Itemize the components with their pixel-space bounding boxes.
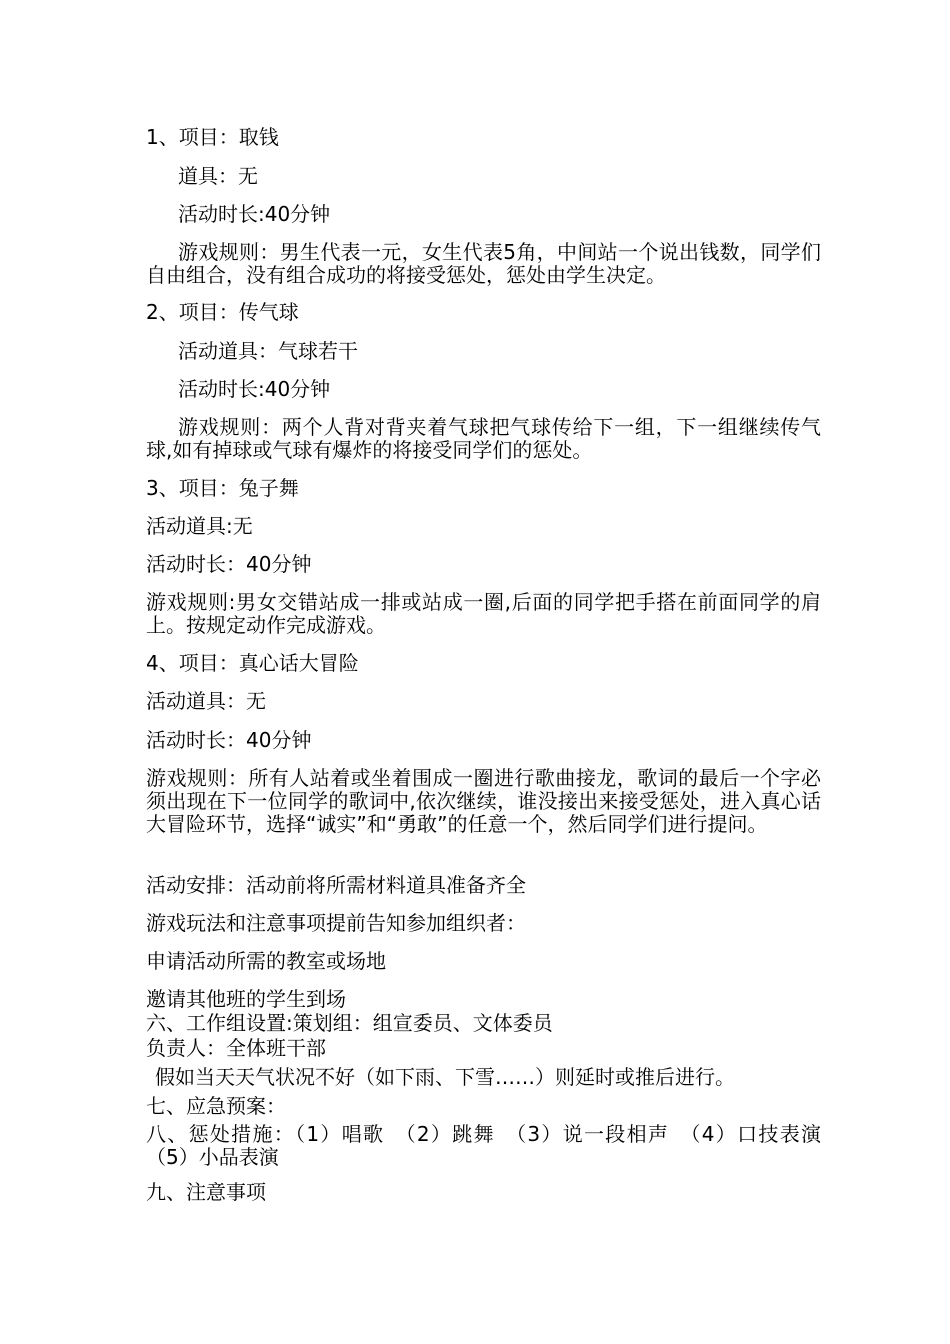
item3-props: 活动道具:无 — [146, 514, 253, 538]
section8-heading: 八、惩处措施：（1）唱歌 （2）跳舞 （3）说一段相声 （4）口技表演 （5）小品表演 — [146, 1122, 841, 1169]
item4-rules: 游戏规则：所有人站着或坐着围成一圈进行歌曲接龙，歌词的最后一个字必须出现在下一位同学的歌词中,依次继续，谁没接出来接受惩处，进入真心话大冒险环节，选择“诚实”和“勇敢”的任意一个，然后同学们进行提问。 — [146, 766, 821, 836]
item4-title: 4、项目：真心话大冒险 — [146, 651, 359, 675]
item2-title: 2、项目：传气球 — [146, 300, 299, 324]
weather-text: 假如当天天气状况不好（如下雨、下雪……）则延时或推后进行。 — [155, 1065, 735, 1089]
item1-rules: 游戏规则：男生代表一元，女生代表5角，中间站一个说出钱数，同学们自由组合，没有组合成功的将接受惩处，惩处由学生决定。 — [146, 240, 821, 287]
arrangement-text: 活动安排：活动前将所需材料道具准备齐全 — [146, 873, 526, 897]
item2-rules: 游戏规则：两个人背对背夹着气球把气球传给下一组，下一组继续传气球,如有掉球或气球有爆炸的将接受同学们的惩处。 — [146, 415, 821, 462]
notify-text: 游戏玩法和注意事项提前告知参加组织者： — [146, 911, 526, 935]
item1-title: 1、项目：取钱 — [146, 125, 279, 149]
invite-text: 邀请其他班的学生到场 — [146, 987, 346, 1011]
item1-props: 道具：无 — [178, 164, 258, 188]
item3-rules: 游戏规则:男女交错站成一排或站成一圈,后面的同学把手搭在前面同学的肩上。按规定动作完成游戏。 — [146, 590, 821, 637]
apply-text: 申请活动所需的教室或场地 — [146, 949, 386, 973]
responsible-text: 负责人：全体班干部 — [146, 1036, 326, 1060]
item4-duration: 活动时长：40分钟 — [146, 728, 312, 752]
item3-title: 3、项目：兔子舞 — [146, 476, 299, 500]
item2-props: 活动道具：气球若干 — [178, 339, 358, 363]
item1-duration: 活动时长:40分钟 — [178, 202, 331, 226]
section7-heading: 七、应急预案： — [146, 1094, 286, 1118]
section6-heading: 六、工作组设置:策划组：组宣委员、文体委员 — [146, 1011, 553, 1035]
item2-duration: 活动时长:40分钟 — [178, 377, 331, 401]
item3-duration: 活动时长：40分钟 — [146, 552, 312, 576]
item4-props: 活动道具：无 — [146, 689, 266, 713]
section9-heading: 九、注意事项 — [146, 1180, 266, 1204]
